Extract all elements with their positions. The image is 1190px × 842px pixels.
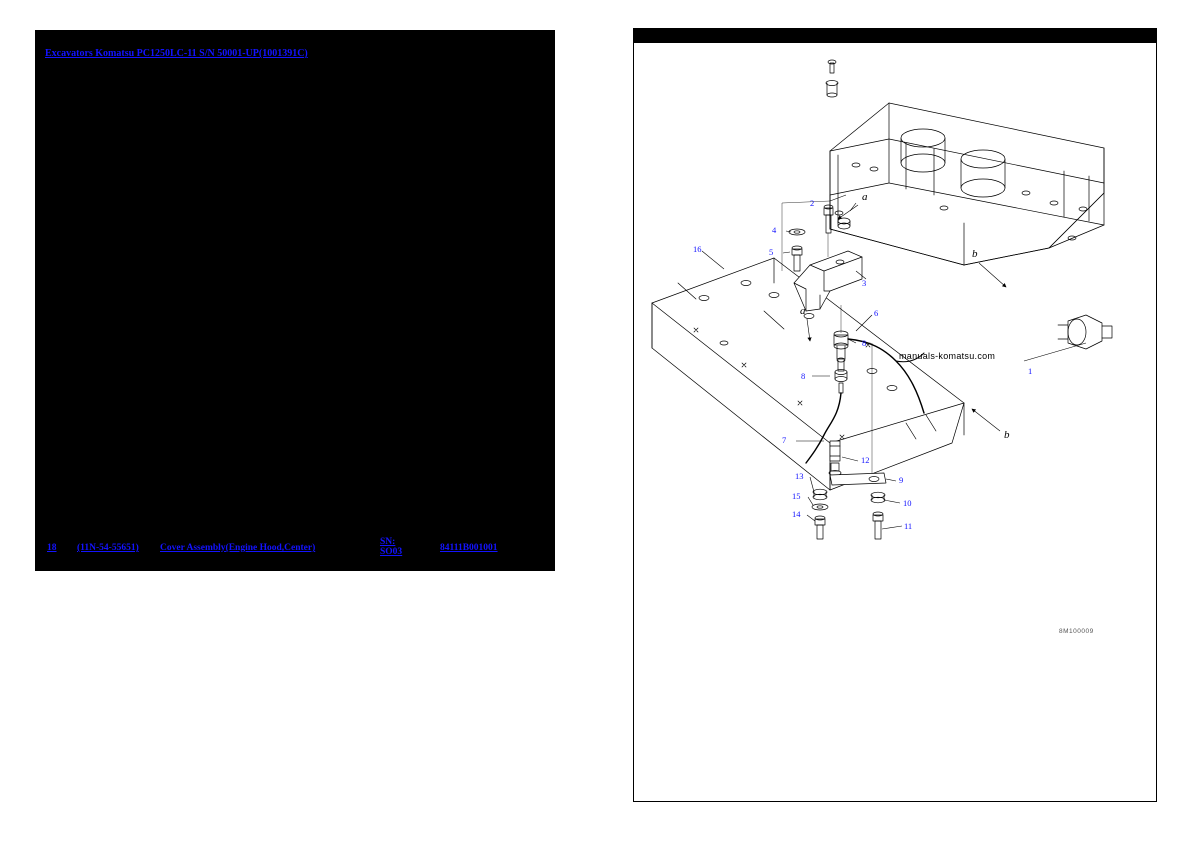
diagram-linework	[634, 43, 1156, 643]
footer-drawing-id[interactable]: 84111B001001	[440, 543, 498, 553]
callout-number[interactable]: 15	[792, 491, 801, 501]
callout-number[interactable]: 10	[903, 498, 912, 508]
callout-number[interactable]: 1	[1028, 366, 1033, 376]
section-letter: a	[800, 305, 806, 317]
callout-number[interactable]: 8	[862, 338, 867, 348]
parts-catalog-left-page	[35, 30, 555, 571]
section-letter: a	[862, 191, 868, 203]
callout-number[interactable]: 16	[693, 244, 702, 254]
callout-number[interactable]: 11	[904, 521, 913, 531]
callout-number[interactable]: 9	[899, 475, 904, 485]
callout-number[interactable]: 5	[769, 247, 774, 257]
footer-sn-label[interactable]: SN:	[380, 537, 396, 547]
callout-number[interactable]: 6	[874, 308, 879, 318]
callout-number[interactable]: 8	[801, 371, 806, 381]
footer-sn-value[interactable]: SO03	[380, 547, 403, 557]
section-letter: b	[972, 248, 978, 260]
callout-number[interactable]: 7	[782, 435, 787, 445]
footer-page-number[interactable]: 18	[47, 543, 57, 553]
callout-number[interactable]: 4	[772, 225, 777, 235]
footer-part-code[interactable]: (11N-54-55651)	[77, 543, 139, 553]
callout-number[interactable]: 12	[861, 455, 870, 465]
callout-number[interactable]: 14	[792, 509, 801, 519]
watermark-text: manuals-komatsu.com	[899, 351, 996, 361]
parts-catalog-right-page	[633, 28, 1157, 802]
exploded-parts-diagram	[634, 43, 1156, 643]
callout-number[interactable]: 2	[810, 198, 815, 208]
page-footer	[35, 539, 555, 561]
footer-description[interactable]: Cover Assembly(Engine Hood,Center)	[160, 543, 316, 553]
page-top-bar	[634, 29, 1156, 43]
callout-number[interactable]: 13	[795, 471, 804, 481]
drawing-code-label: 8M100009	[1059, 628, 1094, 635]
page-title[interactable]: Excavators Komatsu PC1250LC-11 S/N 50001-UP(1001391C)	[45, 48, 308, 59]
section-letter: b	[1004, 429, 1010, 441]
callout-number[interactable]: 3	[862, 278, 867, 288]
